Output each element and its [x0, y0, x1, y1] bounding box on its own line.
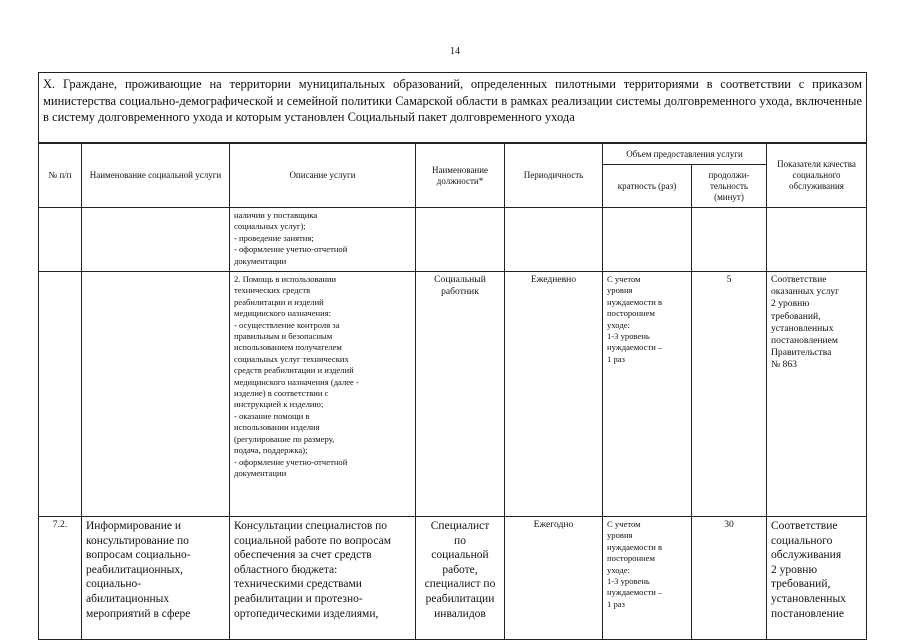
section-heading-box	[38, 72, 867, 143]
row2-quality: Соответствие оказанных услуг 2 уровню требований, установленных постановлением Правительства № 863	[766, 271, 867, 517]
row2-frequency: С учетом уровня нуждаемости в постороннем уходе: 1-3 уровень нуждаемости – 1 раз	[602, 271, 692, 517]
header-description: Описание услуги	[229, 143, 416, 208]
row1-description: наличии у поставщика социальных услуг); - проведение занятия; - оформление учетно-отчетной документации	[229, 207, 416, 272]
header-volume-group: Объем предоставления услуги	[602, 143, 767, 165]
page-number: 14	[450, 46, 460, 57]
row2-periodicity: Ежедневно	[504, 271, 603, 517]
header-quality: Показатели качества социального обслуживания	[766, 143, 867, 208]
row3-frequency: С учетом уровня нуждаемости в постороннем уходе: 1-3 уровень нуждаемости – 1 раз	[602, 516, 692, 640]
row1-frequency	[602, 207, 692, 272]
row2-service-name	[81, 271, 230, 517]
row2-duration: 5	[691, 271, 767, 517]
row3-position: Специалист по социальной работе, специалист по реабилитации инвалидов	[415, 516, 505, 640]
header-position: Наименование должности*	[415, 143, 505, 208]
row3-duration: 30	[691, 516, 767, 640]
row3-quality: Соответствие социального обслуживания 2 уровню требований, установленных постановление	[766, 516, 867, 640]
row1-service-name	[81, 207, 230, 272]
row3-description: Консультации специалистов по социальной работе по вопросам обеспечения за счет средств областного бюджета: техническими средствами реабилитации и протезно- ортопедическими изделиями,	[229, 516, 416, 640]
row1-duration	[691, 207, 767, 272]
row1-quality	[766, 207, 867, 272]
row3-periodicity: Ежегодно	[504, 516, 603, 640]
row3-service-name: Информирование и консультирование по вопросам социально- реабилитационных, социально- абилитационных мероприятий в сфере	[81, 516, 230, 640]
header-periodicity: Периодичность	[504, 143, 603, 208]
row1-periodicity	[504, 207, 603, 272]
section-heading: X. Граждане, проживающие на территории муниципальных образований, определенных пилотными территориями в соответствии с приказом министерства социально-демографической и семейной политики Самарской области в рамках реализации системы долговременного ухода, включенные в систему долговременного ухода и которым установлен Социальный пакет долговременного ухода	[43, 77, 862, 124]
header-duration: продолжи-тельность (минут)	[691, 164, 767, 208]
header-service-name: Наименование социальной услуги	[81, 143, 230, 208]
row2-num	[38, 271, 82, 517]
row2-description: 2. Помощь в использовании технических средств реабилитации и изделий медицинского назначения: - осуществление контроля за правильным и безопасным использованием получателем социальных услуг технических средств реабилитации и изделий медицинского назначения (далее - изделие) в соответствии с инструкцией к изделию; - оказание помощи в использовании изделия (регулирование по размеру, подача, поддержка); - оформление учетно-отчетной документации	[229, 271, 416, 517]
header-frequency: кратность (раз)	[602, 164, 692, 208]
row2-position: Социальный работник	[415, 271, 505, 517]
row1-position	[415, 207, 505, 272]
row3-num: 7.2.	[38, 516, 82, 640]
header-num: № п/п	[38, 143, 82, 208]
row1-num	[38, 207, 82, 272]
